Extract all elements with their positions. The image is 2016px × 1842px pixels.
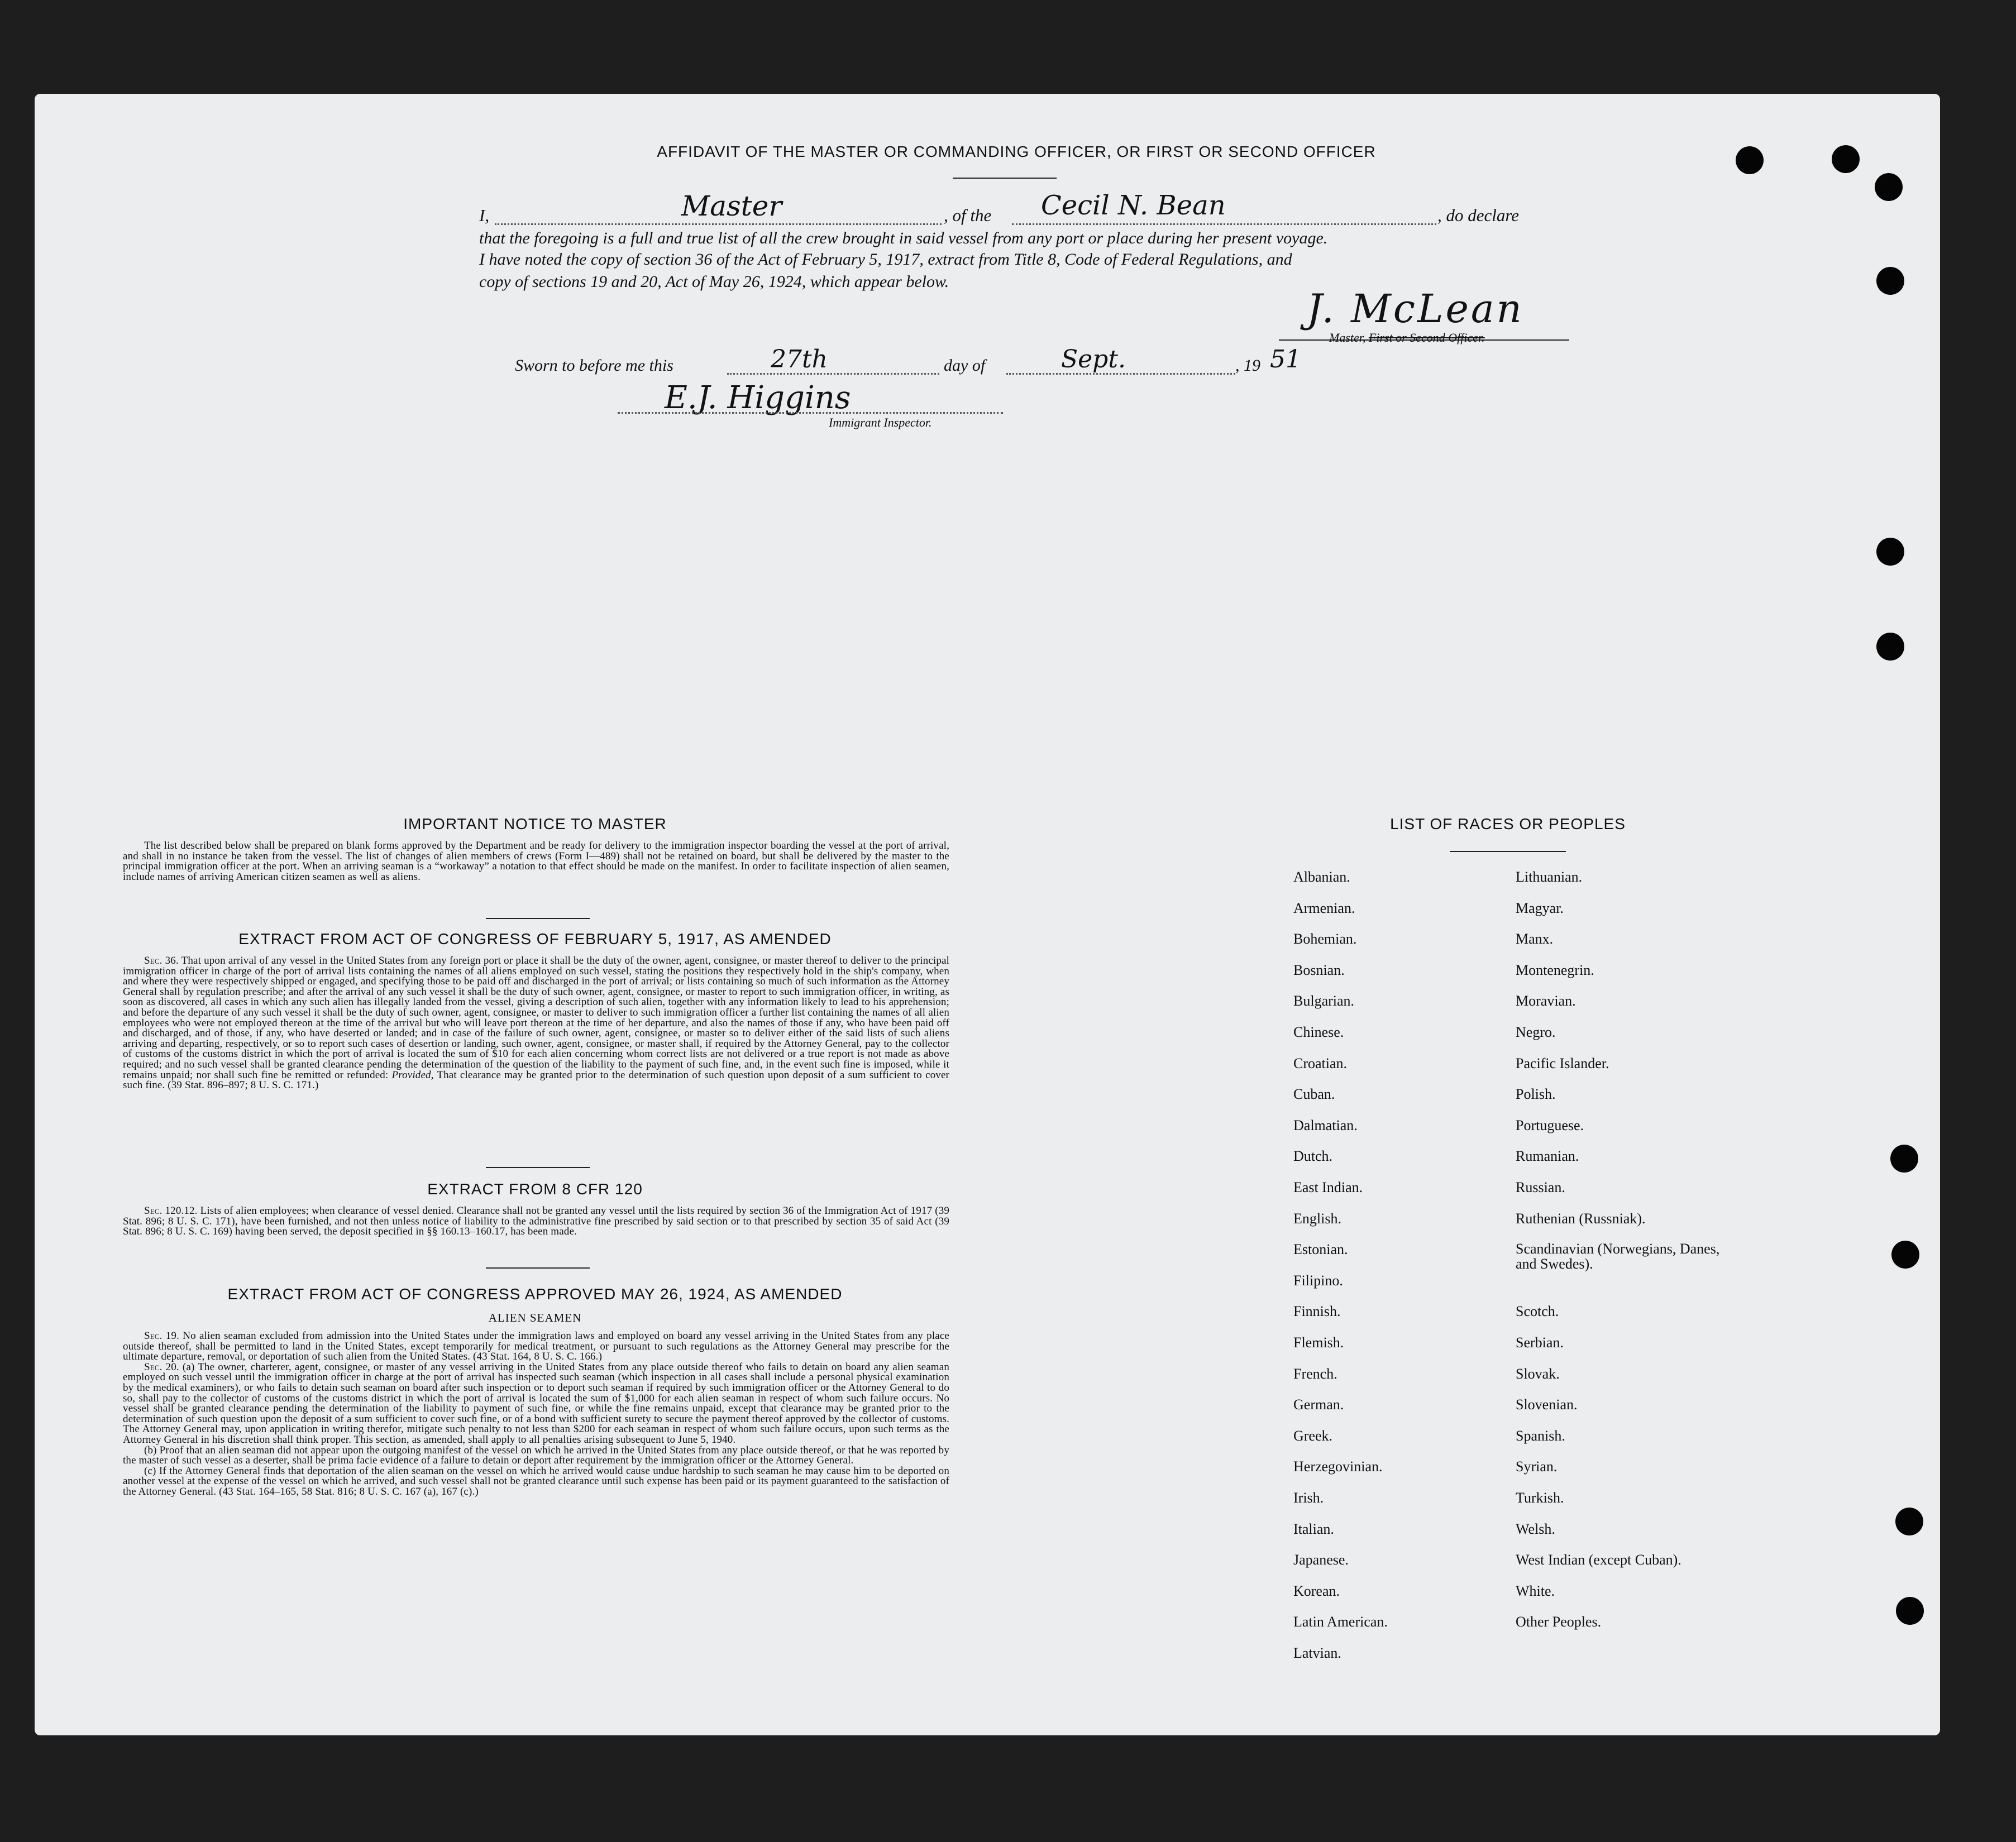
race-item: Montenegrin. [1516,961,1594,978]
extract-1917-body [123,956,949,1091]
race-item: Dutch. [1293,1148,1333,1165]
race-item: Slovak. [1516,1365,1560,1382]
provided-term: Provided, [391,1069,434,1081]
race-item: Croatian. [1293,1055,1348,1071]
year-handwritten: 51 [1270,345,1301,374]
race-item: Moravian. [1516,993,1576,1009]
race-item: Pacific Islander. [1516,1055,1609,1071]
punch-hole [1876,538,1904,566]
race-item: Japanese. [1293,1552,1349,1568]
punch-hole [1876,267,1904,295]
divider [486,918,590,919]
punch-hole [1895,1508,1923,1535]
punch-hole [1875,173,1903,201]
divider [1450,851,1566,852]
races-title: LIST OF RACES OR PEOPLES [1390,815,1626,833]
section-label: Sec. 20. [144,1361,179,1373]
race-item: Bohemian. [1293,931,1357,948]
race-item: East Indian. [1293,1179,1363,1195]
race-item: Chinese. [1293,1024,1344,1040]
race-item: Polish. [1516,1086,1556,1103]
race-item: Magyar. [1516,900,1564,916]
race-item: Greek. [1293,1427,1333,1444]
notice-title: IMPORTANT NOTICE TO MASTER [403,815,667,833]
race-item: Bulgarian. [1293,993,1355,1009]
declarant-label: I, [479,205,490,225]
affidavit-line-4: copy of sections 19 and 20, Act of May 26, 1924, which appear below. [479,272,949,291]
race-item: German. [1293,1396,1344,1413]
extract-1924-title: EXTRACT FROM ACT OF CONGRESS APPROVED MAY 26, 1924, AS AMENDED [227,1285,843,1303]
divider [953,178,1057,179]
race-item: Dalmatian. [1293,1117,1358,1133]
race-item: Korean. [1293,1582,1340,1599]
race-item: Latin American. [1293,1614,1388,1630]
punch-hole [1890,1145,1918,1173]
race-item: Scotch. [1516,1303,1559,1320]
race-item: Filipino. [1293,1272,1343,1289]
section-20a-text: (a) The owner, charterer, agent, consignee, or master of any vessel arriving in the United States from any place outside thereof who fails to detain on board any alien seaman employed on such vessel until the immigration officer in charge at the port of arrival has inspected such seaman (which inspection in all cases shall include a personal physical examination by the medical examiners), or who fails to detain such seaman on board after such inspection or to deport such seaman if required by such immigration officer or the Attorney General to do so, shall pay to the collector of customs of the customs district in which the port of arrival is located the sum of $1,000 for each alien seaman in respect of whom such failure occurs. No vessel shall be granted clearance pending the determination of the liability to payment of such fine, or while the fine remains unpaid, except that clearance may be granted prior to the determination of such question upon the deposit of a sum sufficient to cover such fine, or of a bond with sufficient surety to secure the payment thereof approved by the collector of customs. The Attorney General may, upon application in writing therefor, mitigate such penalty to not less than $200 for each seaman in respect of whom such failure occurs, upon such terms as the Attorney General in his discretion shall think proper. This section, as amended, shall apply to all penalties arising subsequent to June 5, 1940. [123,1361,949,1446]
punch-hole [1832,145,1860,173]
race-item: Russian. [1516,1179,1565,1195]
extract-cfr-title: EXTRACT FROM 8 CFR 120 [427,1180,643,1198]
race-item: Italian. [1293,1520,1334,1537]
day-of-label: day of [944,356,986,375]
officer-caption-struck: First or Second Officer. [1368,331,1485,345]
inspector-caption: Immigrant Inspector. [829,415,932,429]
extract-cfr-body [123,1206,949,1237]
race-item: Portuguese. [1516,1117,1584,1133]
master-caption [1329,331,1485,345]
race-item: Slovenian. [1516,1396,1578,1413]
section-20b-text: (b) Proof that an alien seaman did not appear upon the outgoing manifest of the vessel on which he arrived in the United States from any place outside thereof, or that he was reported by the master of such vessel as a deserter, shall be prima facie evidence of a failure to detain or deport after requirement by the immigration officer or the Attorney General. [123,1444,949,1467]
punch-hole [1896,1597,1924,1625]
master-caption-text: Master, [1329,331,1366,345]
year-label: , 19 [1235,356,1260,375]
race-item: Bosnian. [1293,961,1345,978]
race-item: Albanian. [1293,869,1350,885]
race-item: Rumanian. [1516,1148,1579,1165]
extract-1917-title: EXTRACT FROM ACT OF CONGRESS OF FEBRUARY 5, 1917, AS AMENDED [238,930,832,948]
race-item: Estonian. [1293,1241,1348,1258]
section-label: Sec. 120.12. [144,1205,198,1217]
race-item: Negro. [1516,1024,1556,1040]
race-item: Other Peoples. [1516,1614,1602,1630]
alien-seamen-subtitle: ALIEN SEAMEN [488,1311,582,1324]
extract-1924-body [123,1331,949,1497]
race-item: Turkish. [1516,1490,1564,1506]
race-item: French. [1293,1365,1337,1382]
race-item: Lithuanian. [1516,869,1583,885]
race-item: Cuban. [1293,1086,1335,1103]
affidavit-title: AFFIDAVIT OF THE MASTER OR COMMANDING OFFICER, OR FIRST OR SECOND OFFICER [657,143,1376,160]
section-36-text-end: That clearance may be granted prior to the determination of such question upon deposit of a sum sufficient to cover such fine. (39 Stat. 896–897; 8 U. S. C. 171.) [123,1069,950,1092]
race-item: Latvian. [1293,1645,1341,1661]
race-item: Welsh. [1516,1520,1555,1537]
sworn-label: Sworn to before me this [515,356,673,375]
vessel-field-line [1012,223,1436,225]
declare-label: , do declare [1437,205,1520,225]
notice-paragraph: The list described below shall be prepared on blank forms approved by the Department and be ready for delivery to the immigration inspector boarding the vessel at the port of arrival, and shall in no instance be taken from the vessel. The list of changes of alien members of crews (Form I—489) shall not be retained on board, but shall be delivered by the master to the principal immigration officer at the port. When an arriving seaman is a “workaway” a notation to that effect should be made on the manifest. In order to facilitate inspection of alien seamen, include names of arriving American citizen seamen as well as aliens. [123,840,949,883]
punch-hole [1876,633,1904,661]
section-36-text: That upon arrival of any vessel in the United States from any foreign port or place it shall be the duty of the owner, agent, consignee, or master thereof to deliver to the principal immigration officer in charge of the port of arrival lists containing the names of all aliens employed on such vessel, stating the positions they respectively hold in the ship's company, when and where they were respectively shipped or engaged, and specifying those to be paid off and discharged in the port of arrival; or lists containing so much of such information as the Attorney General shall by regulation prescribe; and after the arrival of any such vessel it shall be the duty of such owner, agent, consignee, or master to report to such immigration officer, in writing, as soon as discovered, all cases in which any such alien has illegally landed from the vessel, giving a description of such alien, together with any information likely to lead to his apprehension; and before the departure of any such vessel it shall be the duty of such owner, agent, consignee, or master to deliver to such immigration officer a further list containing the names of all alien employees who were not employed thereon at the time of the arrival but who will leave port thereon at the time of her departure, and also the names of those if any, who have been paid off and discharged, and of those, if any, who have deserted or landed; and in case of the failure of such owner, agent, consignee, or master so to deliver either of the said lists of such aliens arriving and departing, respectively, or so to report such cases of desertion or landing, such owner, agent, consignee, or master shall, if required by the Attorney General, pay to the collector of customs of the customs district in which the port of arrival is located the sum of $10 for each alien concerning whom correct lists are not delivered or a true report is not made as above required; and no such vessel shall be granted clearance pending the determination of the question of the liability to the payment of such fine, and, in the event such fine is imposed, while it remains unpaid; nor shall such fine be remitted or refunded: [123,955,949,1081]
of-the-label: , of the [944,205,992,225]
divider [486,1267,590,1269]
race-item: Serbian. [1516,1334,1564,1351]
race-item: Finnish. [1293,1303,1341,1320]
punch-hole [1736,146,1764,174]
rank-field-line [495,223,942,225]
section-label: Sec. 19. [144,1330,179,1342]
inspector-signature: E.J. Higgins [665,380,851,416]
race-item: Flemish. [1293,1334,1344,1351]
section-120-12-text: Lists of alien employees; when clearance of vessel denied. Clearance shall not be granted any vessel until the lists required by section 36 of the Immigration Act of 1917 (39 Stat. 896; 8 U. S. C. 171), have been furnished, and not then unless notice of liability to the administrative fine prescribed by said section or to that prescribed by section 35 of said Act (39 Stat. 896; 8 U. S. C. 169) having been served, the deposit specified in §§ 160.13–160.17, has been made. [123,1205,950,1238]
race-item: White. [1516,1582,1555,1599]
day-field-line [727,373,939,375]
race-item: Syrian. [1516,1458,1558,1475]
affidavit-line-2: that the foregoing is a full and true list of all the crew brought in said vessel from any port or place during her present voyage. [479,229,1328,247]
section-20c-text: (c) If the Attorney General finds that deportation of the alien seaman on the vessel on which he arrived would cause undue hardship to such seaman he may cause him to be deported on another vessel at the expense of the vessel on which he arrived, and such vessel shall not be granted clearance until such expense has been paid or its payment guaranteed to the satisfaction of the Attorney General. (43 Stat. 164–165, 58 Stat. 816; 8 U. S. C. 167 (a), 167 (c).) [123,1465,949,1497]
sworn-month-handwritten: Sept. [1061,345,1126,374]
section-label: Sec. 36. [144,955,179,967]
notice-body [123,841,949,882]
race-item: Irish. [1293,1490,1324,1506]
affidavit-line-3: I have noted the copy of section 36 of the Act of February 5, 1917, extract from Title 8, Code of Federal Regulations, and [479,250,1292,269]
vessel-name-handwritten: Cecil N. Bean [1041,190,1226,221]
master-signature: J. McLean [1307,286,1524,332]
race-item: Armenian. [1293,900,1355,916]
punch-hole [1891,1241,1919,1269]
sworn-day-handwritten: 27th [771,345,828,374]
race-item: Herzegovinian. [1293,1458,1383,1475]
divider [486,1167,590,1168]
race-item: Scandinavian (Norwegians, Danes, and Swedes). [1516,1241,1720,1272]
race-item: West Indian (except Cuban). [1516,1552,1681,1568]
rank-handwritten: Master [681,190,782,222]
inspector-signature-line [618,412,1003,414]
race-item: Ruthenian (Russniak). [1516,1210,1646,1227]
race-item: Manx. [1516,931,1554,948]
race-item: English. [1293,1210,1341,1227]
race-item: Spanish. [1516,1427,1565,1444]
section-19-text: No alien seaman excluded from admission into the United States under the immigration laws and employed on board any vessel arriving in the United States from any place outside thereof, shall be permitted to land in the United States, except temporarily for medical treatment, or pursuant to such regulations as the Attorney General may prescribe for the ultimate departure, removal, or deportation of such alien from the United States. (43 Stat. 164, 8 U. S. C. 166.) [123,1330,949,1363]
